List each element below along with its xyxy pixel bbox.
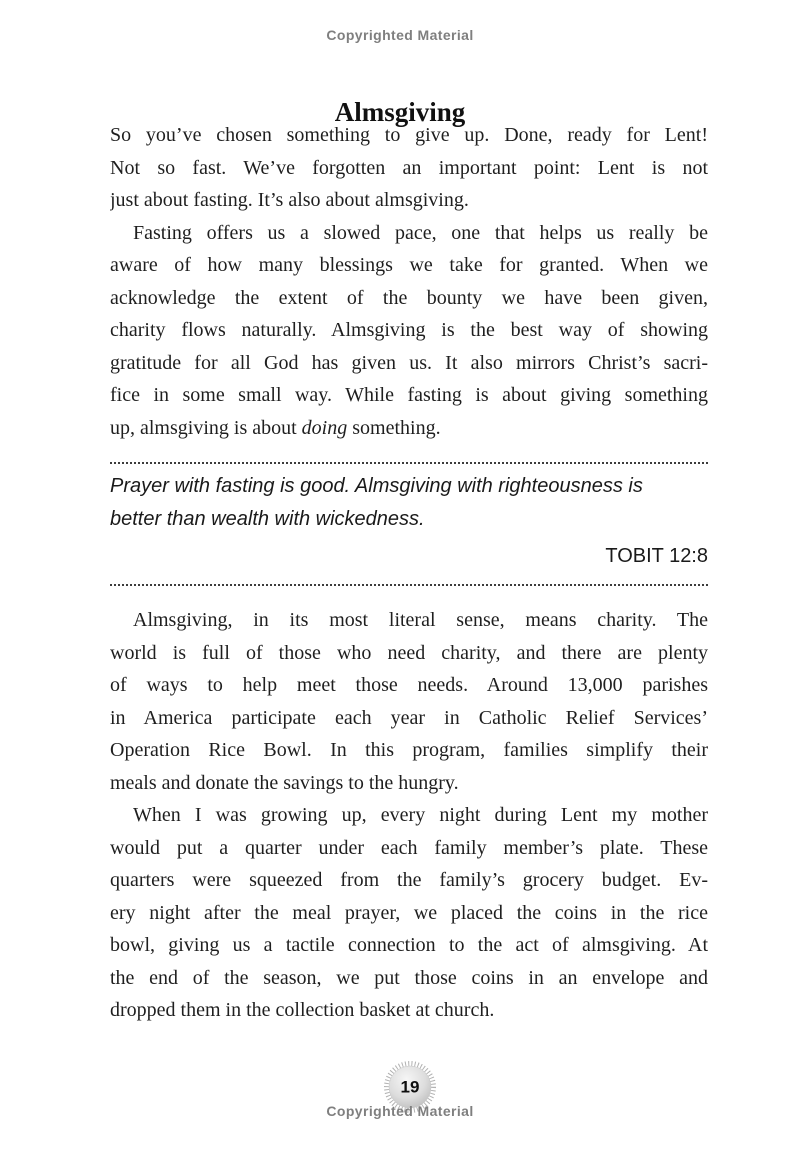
quote-attribution: TOBIT 12:8	[605, 545, 708, 567]
text-line: Almsgiving, in its most literal sense, means charity. The	[133, 609, 708, 631]
text-line: So you’ve chosen something to give up. Done, ready for Lent!	[110, 124, 708, 146]
copyright-notice-top: Copyrighted Material	[326, 27, 474, 43]
text-line: the end of the season, we put those coins in an envelope and	[110, 966, 708, 989]
page-title: Almsgiving	[334, 97, 466, 128]
emphasized-word: doing	[301, 416, 348, 439]
text-column	[110, 119, 708, 1027]
copyright-notice-bottom: Copyrighted Material	[326, 1103, 474, 1119]
text-line: just about fasting. It’s also about almsgiving.	[110, 189, 469, 211]
page-number: 19	[400, 1077, 420, 1097]
text-line: ery night after the meal prayer, we placed the coins in the rice	[110, 901, 708, 924]
text-line: aware of how many blessings we take for granted. When we	[110, 254, 708, 276]
quote-text	[110, 464, 708, 584]
quote-line: Prayer with fasting is good. Almsgiving with righteousness is	[110, 475, 643, 497]
text-line: When I was growing up, every night during Lent my mother	[133, 804, 708, 826]
text-line: Fasting offers us a slowed pace, one that helps us really be	[133, 221, 708, 244]
quote-line: better than wealth with wickedness.	[110, 508, 425, 530]
text-line: gratitude for all God has given us. It also mirrors Christ’s sacri-	[110, 351, 708, 374]
text-line: would put a quarter under each family member’s plate. These	[110, 836, 708, 859]
text-line: meals and donate the savings to the hungry.	[110, 771, 459, 794]
body-paragraph	[110, 604, 708, 799]
text-line: fice in some small way. While fasting is about giving something	[110, 384, 708, 406]
text-line: charity flows naturally. Almsgiving is the best way of showing	[110, 319, 708, 341]
text-line: of ways to help meet those needs. Around 13,000 parishes	[110, 674, 708, 696]
text-line: bowl, giving us a tactile connection to the act of almsgiving. At	[110, 934, 708, 956]
text-line: quarters were squeezed from the family’s grocery budget. Ev-	[110, 869, 708, 891]
dotted-divider-bottom	[110, 584, 708, 586]
scripture-quote-block	[110, 462, 708, 586]
text-line: world is full of those who need charity, and there are plenty	[110, 641, 708, 664]
body-paragraph	[110, 217, 708, 445]
text-line: Operation Rice Bowl. In this program, families simplify their	[110, 739, 708, 761]
text-line: up, almsgiving is about doing something.	[110, 416, 441, 439]
body-paragraph	[110, 799, 708, 1027]
text-line: in America participate each year in Catholic Relief Services’	[110, 706, 708, 729]
text-line: Not so fast. We’ve forgotten an important point: Lent is not	[110, 156, 708, 179]
text-line: dropped them in the collection basket at church.	[110, 999, 495, 1021]
body-paragraph	[110, 119, 708, 217]
text-line: acknowledge the extent of the bounty we have been given,	[110, 286, 708, 309]
